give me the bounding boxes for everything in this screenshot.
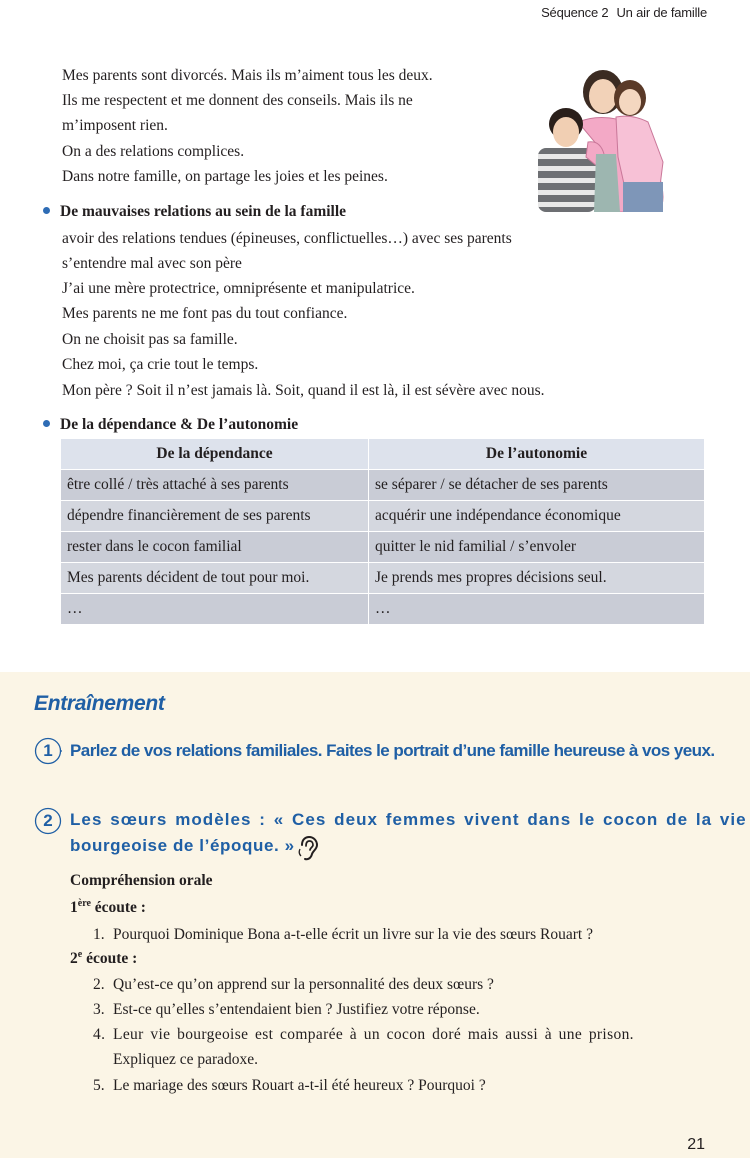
table-row [61, 594, 705, 625]
bad-relation-line: Chez moi, ça crie tout le temps. [62, 356, 259, 373]
listen-label: écoute : [90, 899, 146, 916]
bad-relation-line: avoir des relations tendues (épineuses, conflictuelles…) avec ses parents [62, 230, 512, 247]
family-illustration [508, 62, 708, 212]
practice-title: Entraînement [34, 692, 165, 715]
table-row [61, 501, 705, 532]
question-text: Pourquoi Dominique Bona a-t-elle écrit un livre sur la vie des sœurs Rouart ? [113, 926, 593, 943]
column-header: De l’autonomie [369, 439, 705, 470]
bad-relation-line: s’entendre mal avec son père [62, 255, 242, 272]
running-header [541, 5, 707, 20]
bad-relation-line: Mes parents ne me font pas du tout confiance. [62, 305, 348, 322]
bullet-icon [43, 420, 50, 427]
listen-ordinal: e [77, 949, 83, 960]
intro-line: On a des relations complices. [62, 143, 245, 160]
intro-line: Mes parents sont divorcés. Mais ils m’aiment tous les deux. [62, 67, 433, 84]
question-text: Le mariage des sœurs Rouart a-t-il été heureux ? Pourquoi ? [113, 1077, 486, 1094]
table-cell: … [61, 594, 369, 625]
page-number: 21 [687, 1136, 705, 1153]
table-cell: … [369, 594, 705, 625]
table-row [61, 470, 705, 501]
listen-label: écoute : [82, 950, 138, 967]
intro-line: Dans notre famille, on partage les joies et les peines. [62, 168, 388, 185]
listen2-heading [70, 949, 137, 968]
question-number: 1. [93, 926, 105, 943]
question-item [93, 975, 494, 995]
listen-number: 2 [70, 950, 78, 967]
table-cell: quitter le nid familial / s’envoler [369, 532, 705, 563]
table-cell: être collé / très attaché à ses parents [61, 470, 369, 501]
listen-ordinal: ère [77, 898, 91, 909]
question-number: 4. [93, 1026, 106, 1043]
exercise2-title-line1: Les sœurs modèles : « Ces deux femmes vivent dans le cocon de la vie [70, 810, 747, 829]
exercise-number: 2 [43, 811, 53, 830]
dependence-autonomy-table [60, 438, 705, 625]
section-heading-text: De mauvaises relations au sein de la famille [60, 203, 347, 220]
table-row [61, 532, 705, 563]
question-number: 2. [93, 976, 105, 993]
table-cell: se séparer / se détacher de ses parents [369, 470, 705, 501]
intro-line: Ils me respectent et me donnent des conseils. Mais ils ne [62, 92, 413, 109]
table-row [61, 563, 705, 594]
question-number: 3. [93, 1001, 105, 1018]
question-item [93, 1076, 486, 1096]
bullet-icon [43, 207, 50, 214]
section-heading-text: De la dépendance & De l’autonomie [60, 416, 299, 433]
exercise1-text: Parlez de vos relations familiales. Faites le portrait d’une famille heureuse à vos yeux. [70, 741, 715, 760]
question-item [93, 1025, 634, 1045]
question-text: Qu’est-ce qu’on apprend sur la personnalité des deux sœurs ? [113, 976, 494, 993]
bad-relation-line: Mon père ? Soit il n’est jamais là. Soit, quand il est là, il est sévère avec nous. [62, 382, 545, 399]
question-item [93, 925, 593, 945]
question-text: Leur vie bourgeoise est comparée à un cocon doré mais aussi à une prison. [113, 1026, 634, 1043]
table-header-row [61, 439, 705, 470]
comprehension-heading: Compréhension orale [70, 872, 213, 889]
column-header: De la dépendance [61, 439, 369, 470]
section-heading-dependence [43, 416, 298, 434]
sequence-title: Un air de famille [616, 5, 707, 20]
exercise2-title-line2: bourgeoise de l’époque. » [70, 836, 295, 855]
listen-number: 1 [70, 899, 78, 916]
intro-line: m’imposent rien. [62, 117, 168, 134]
listen1-heading [70, 898, 146, 917]
table-cell: acquérir une indépendance économique [369, 501, 705, 532]
table-cell: dépendre financièrement de ses parents [61, 501, 369, 532]
exercise-number-badge [34, 807, 62, 835]
exercise-number: 1 [43, 741, 53, 760]
bad-relation-line: J’ai une mère protectrice, omniprésente et manipulatrice. [62, 280, 415, 297]
sequence-label: Séquence 2 [541, 5, 609, 20]
table-cell: Je prends mes propres décisions seul. [369, 563, 705, 594]
question-number: 5. [93, 1077, 105, 1094]
table-cell: Mes parents décident de tout pour moi. [61, 563, 369, 594]
table-cell: rester dans le cocon familial [61, 532, 369, 563]
question-item [93, 1000, 480, 1020]
ear-icon [297, 835, 319, 861]
question-continuation: Expliquez ce paradoxe. [113, 1051, 259, 1068]
section-heading-bad-relations [43, 203, 346, 221]
question-text: Est-ce qu’elles s’entendaient bien ? Justifiez votre réponse. [113, 1001, 480, 1018]
bad-relation-line: On ne choisit pas sa famille. [62, 331, 238, 348]
exercise-number-badge [34, 737, 62, 765]
